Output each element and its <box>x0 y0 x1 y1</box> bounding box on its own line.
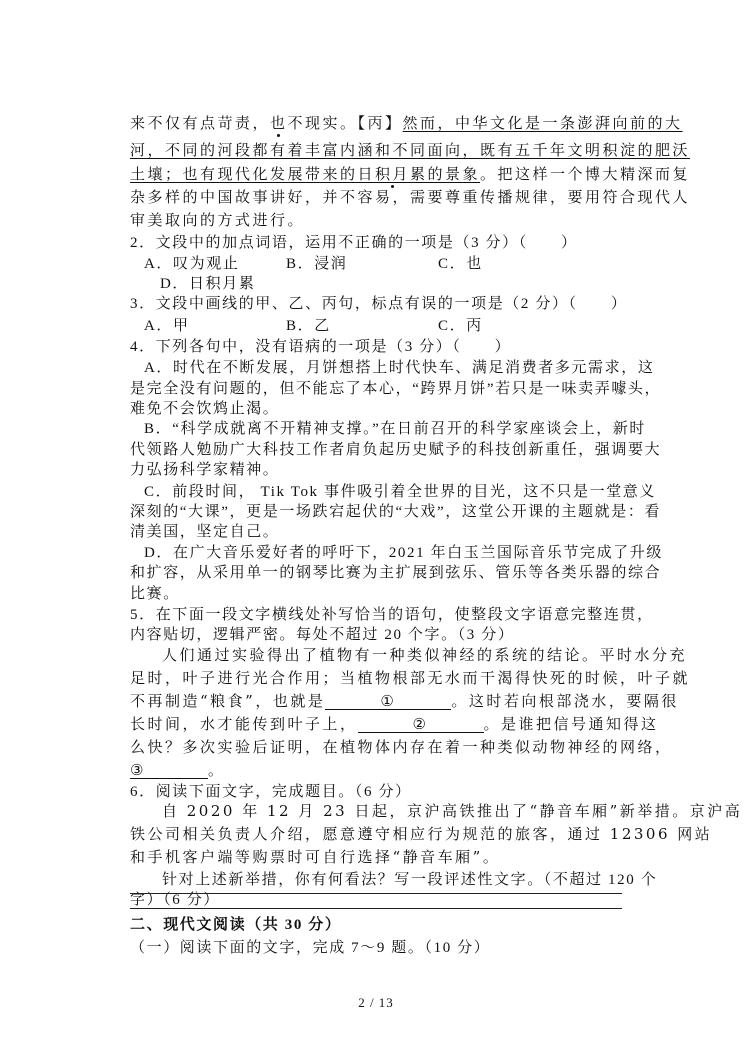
question-4-option-b: 代领路人勉励广大科技工作者肩负起历史赋予的科技创新重任，强调要大 <box>130 442 662 458</box>
underlined-sentence-bing: 的景象 <box>427 165 481 183</box>
question-4-option-a: A．时代在不断发展，月饼想搭上时代快车、满足消费者多元需求，这 <box>144 360 655 376</box>
option-b: B．浸润 <box>286 256 348 272</box>
question-3-stem: 3．文段中画线的甲、乙、丙句，标点有误的一项是（2 分）（ ） <box>130 296 628 312</box>
dotted-word-rijiyuelei: 日积月累 <box>357 165 428 183</box>
section-2-title: 二、现代文阅读（共 30 分） <box>130 917 342 933</box>
option-a: A．叹为观止 <box>144 256 240 272</box>
question-5-passage <box>130 690 679 711</box>
passage-text: 。 <box>208 761 226 779</box>
question-6-stem: 6．阅读下面文字，完成题目。（6 分） <box>130 784 412 800</box>
blank-2[interactable]: ② <box>358 717 484 733</box>
question-5-stem: 5．在下面一段文字横线处补写恰当的语句，使整段文字语意完整连贯， <box>130 607 654 623</box>
question-4-option-a: 难免不会饮鸩止渴。 <box>130 401 280 417</box>
answer-line-2[interactable] <box>130 908 622 909</box>
question-6-passage: 铁公司相关负责人介绍，愿意遵守相应行为规范的旅客，通过 12306 网站 <box>130 825 713 843</box>
passage-text: 不现实。【丙】 <box>287 114 403 132</box>
blank-3[interactable]: ③ <box>130 763 208 779</box>
passage-line-1 <box>130 112 683 133</box>
question-6-passage: 和手机客户端等购票时可自行选择“静音车厢”。 <box>130 848 501 866</box>
option-c: C．也 <box>438 256 483 272</box>
answer-line-1[interactable] <box>130 893 622 894</box>
underlined-sentence-bing: 河，不同的河段都有着丰富内涵和不同面向，既有五千年文明积淀的肥沃 <box>130 141 691 159</box>
passage-text: 。是谁把信号通知得这 <box>483 715 659 733</box>
question-4-option-d: D．在广大音乐爱好者的呼吁下，2021 年白玉兰国际音乐节完成了升级 <box>144 545 663 561</box>
option-d: D．日积月累 <box>160 276 256 292</box>
question-4-option-a: 是完全没有问题的，但不能忘了本心，“跨界月饼”若只是一味卖弄噱头， <box>130 381 662 397</box>
section-2-subtitle: （一）阅读下面的文字，完成 7～9 题。（10 分） <box>130 940 491 956</box>
option-a: A．甲 <box>144 318 190 334</box>
question-6-prompt: 针对上述新举措，你有何看法？写一段评述性文字。（不超过 120 个 <box>162 872 658 888</box>
underlined-sentence-bing: 土壤；也有现代化发展带来的 <box>130 165 358 183</box>
question-5-passage <box>130 713 659 734</box>
question-2-stem: 2．文段中的加点词语，运用不正确的一项是（3 分）（ ） <box>130 235 578 251</box>
passage-line-4: 杂多样的中国故事讲好，并不容易，需要尊重传播规律，要用符合现代人 <box>130 188 691 206</box>
passage-line-3 <box>130 163 691 184</box>
page-number: 2 / 13 <box>358 995 394 1010</box>
question-5-passage <box>130 759 630 780</box>
question-5-passage: 足时，叶子进行光合作用；当植物根部无水而干渴得快死的时候，叶子就 <box>130 669 691 687</box>
passage-line-2 <box>130 139 691 160</box>
question-6-passage: 自 2020 年 12 月 23 日起，京沪高铁推出了“静音车厢”新举措。京沪高 <box>162 802 743 820</box>
question-4-stem: 4．下列各句中，没有语病的一项是（3 分）（ ） <box>130 339 512 355</box>
question-4-option-d: 和扩容，从采用单一的钢琴比赛为主扩展到弦乐、管乐等各类乐器的综合 <box>130 565 662 581</box>
passage-text: 长时间，水才能传到叶子上， <box>130 715 358 733</box>
question-6-prompt: 字）（6 分） <box>130 892 220 908</box>
passage-text: 。这时若向根部浇水，要隔很 <box>451 692 679 710</box>
passage-text: 来不仅有点苛责， <box>130 114 271 132</box>
option-c: C．丙 <box>438 318 483 334</box>
question-4-option-b: B．“科学成就离不开精神支撑。”在日前召开的科学家座谈会上，新时 <box>144 421 647 437</box>
blank-1[interactable]: ① <box>325 694 451 710</box>
question-4-option-b: 力弘扬科学家精神。 <box>130 462 280 478</box>
passage-text: 不再制造“粮食”，也就是 <box>130 692 326 710</box>
question-4-option-c: C．前段时间， Tik Tok 事件吸引着全世界的目光，这不只是一堂意义 <box>144 484 657 500</box>
option-b: B．乙 <box>286 318 331 334</box>
dotted-word-ye: 也 <box>270 114 288 132</box>
question-5-passage: 么快？多次实验后证明，在植物体内存在着一种类似动物神经的网络， <box>130 738 673 756</box>
question-4-option-d: 比赛。 <box>130 586 180 602</box>
question-4-option-c: 深刻的“大课”，更是一场跌宕起伏的“大戏”，这堂公开课的主题就是：看 <box>130 504 662 520</box>
underlined-sentence-bing: 然而，中华文化是一条澎湃向前的大 <box>402 114 683 132</box>
passage-text: 。把这样一个博大精深而复 <box>480 165 691 183</box>
question-5-passage: 人们通过实验得出了植物有一种类似神经的系统的结论。平时水分充 <box>162 646 688 664</box>
question-5-stem: 内容贴切，逻辑严密。每处不超过 20 个字。（3 分） <box>130 627 515 643</box>
passage-line-5: 审美取向的方式进行。 <box>130 211 306 229</box>
dotted-underlined-word <box>358 165 428 183</box>
question-4-option-c: 清美国，坚定自己。 <box>130 524 280 540</box>
